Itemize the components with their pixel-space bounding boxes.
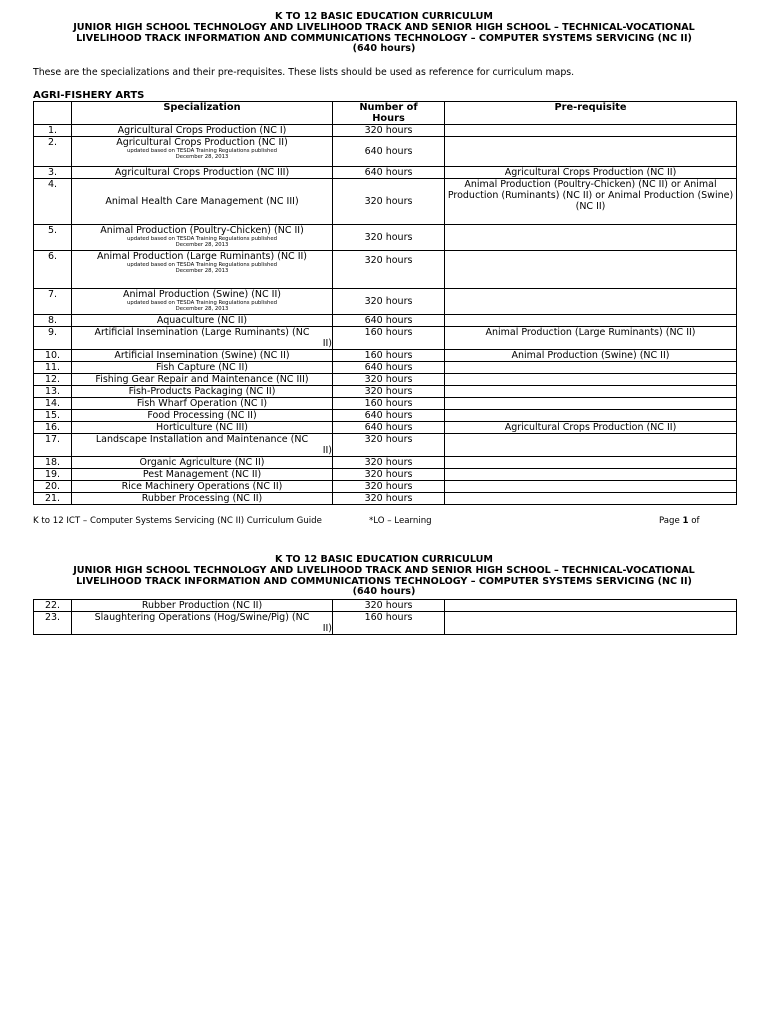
header-line-2: JUNIOR HIGH SCHOOL TECHNOLOGY AND LIVELIHOOD TRACK AND SENIOR HIGH SCHOOL – TECHNICAL-VOCATIONAL (73, 21, 695, 33)
row-number: 1. (34, 125, 72, 137)
table-row (34, 350, 737, 362)
row-prerequisite (445, 434, 737, 457)
table-row (34, 434, 737, 457)
row-hours: 320 hours (333, 289, 445, 315)
row-number: 12. (34, 374, 72, 386)
row-specialization: Animal Health Care Management (NC III) (72, 179, 333, 225)
row-number: 2. (34, 137, 72, 167)
table-row (34, 469, 737, 481)
row-prerequisite (445, 386, 737, 398)
row-specialization (72, 327, 333, 350)
row-prerequisite (445, 125, 737, 137)
column-prerequisite: Pre-requisite (445, 102, 737, 125)
table-row (34, 315, 737, 327)
row-prerequisite (445, 137, 737, 167)
row-number: 19. (34, 469, 72, 481)
footer-page-of: of (691, 516, 700, 526)
row-hours: 320 hours (333, 469, 445, 481)
specialization-table (33, 101, 737, 505)
table-row (34, 386, 737, 398)
row-prerequisite: Animal Production (Poultry-Chicken) (NC II) or Animal Production (Ruminants) (NC II) or Animal Production (Swine) (NC II) (445, 179, 737, 225)
row-specialization: Artificial Insemination (Swine) (NC II) (72, 350, 333, 362)
row-number: 3. (34, 167, 72, 179)
row-hours: 160 hours (333, 327, 445, 350)
section-title: AGRI-FISHERY ARTS (33, 90, 145, 101)
row-hours: 160 hours (333, 398, 445, 410)
row-number: 15. (34, 410, 72, 422)
row-hours: 320 hours (333, 481, 445, 493)
table-row (34, 289, 737, 315)
row-number: 5. (34, 225, 72, 251)
row-number: 23. (34, 612, 72, 635)
row-specialization-text: Animal Production (Poultry-Chicken) (NC II) (100, 225, 304, 236)
header-line-3: LIVELIHOOD TRACK INFORMATION AND COMMUNICATIONS TECHNOLOGY – COMPUTER SYSTEMS SERVICING (NC II) (76, 32, 692, 44)
table-row (34, 327, 737, 350)
row-specialization: Fish Capture (NC II) (72, 362, 333, 374)
row-hours: 320 hours (333, 600, 445, 612)
table-row (34, 398, 737, 410)
row-hours: 640 hours (333, 315, 445, 327)
row-hours: 320 hours (333, 251, 445, 289)
table-row (34, 179, 737, 225)
footer-page-number: 1 (682, 516, 689, 526)
row-hours: 640 hours (333, 422, 445, 434)
row-specialization (72, 137, 333, 167)
row-number: 4. (34, 179, 72, 225)
header-line-2: JUNIOR HIGH SCHOOL TECHNOLOGY AND LIVELIHOOD TRACK AND SENIOR HIGH SCHOOL – TECHNICAL-VOCATIONAL (73, 564, 695, 576)
row-number: 7. (34, 289, 72, 315)
row-prerequisite (445, 410, 737, 422)
table-row (34, 600, 737, 612)
row-number: 20. (34, 481, 72, 493)
row-specialization: Fish-Products Packaging (NC II) (72, 386, 333, 398)
row-specialization: Rubber Processing (NC II) (72, 493, 333, 505)
row-number: 21. (34, 493, 72, 505)
page-header (0, 12, 768, 55)
row-specialization (72, 289, 333, 315)
row-specialization: Agricultural Crops Production (NC III) (72, 167, 333, 179)
row-number: 6. (34, 251, 72, 289)
row-hours: 320 hours (333, 386, 445, 398)
table-row (34, 457, 737, 469)
row-prerequisite: Animal Production (Swine) (NC II) (445, 350, 737, 362)
row-specialization (72, 612, 333, 635)
row-hours: 640 hours (333, 167, 445, 179)
row-specialization: Horticulture (NC III) (72, 422, 333, 434)
row-hours: 320 hours (333, 374, 445, 386)
row-specialization: Pest Management (NC II) (72, 469, 333, 481)
row-specialization-text: Agricultural Crops Production (NC II) (116, 137, 288, 148)
table-row (34, 225, 737, 251)
row-specialization: Aquaculture (NC II) (72, 315, 333, 327)
table-row (34, 410, 737, 422)
row-hours: 320 hours (333, 434, 445, 457)
table-row (34, 481, 737, 493)
row-hours: 640 hours (333, 137, 445, 167)
row-prerequisite: Agricultural Crops Production (NC II) (445, 167, 737, 179)
row-prerequisite: Animal Production (Large Ruminants) (NC II) (445, 327, 737, 350)
row-hours: 320 hours (333, 493, 445, 505)
specialization-table-continued (33, 599, 737, 635)
header-line-1: K TO 12 BASIC EDUCATION CURRICULUM (275, 11, 493, 22)
row-prerequisite (445, 362, 737, 374)
row-prerequisite (445, 481, 737, 493)
footer-page (659, 516, 700, 526)
tesda-note-line-2: December 28, 2013 (175, 154, 229, 161)
table-row (34, 125, 737, 137)
row-number: 8. (34, 315, 72, 327)
tesda-note-line-2: December 28, 2013 (175, 242, 229, 249)
column-hours-line-2: Hours (372, 113, 405, 124)
tesda-note-line-1: updated based on TESDA Training Regulations published (127, 300, 277, 306)
row-prerequisite (445, 251, 737, 289)
row-prerequisite: Agricultural Crops Production (NC II) (445, 422, 737, 434)
row-number: 11. (34, 362, 72, 374)
row-prerequisite (445, 398, 737, 410)
row-specialization-wrap: II) (322, 445, 332, 456)
row-number: 17. (34, 434, 72, 457)
tesda-note-line-1: updated based on TESDA Training Regulations published (127, 262, 277, 268)
row-specialization-wrap: II) (322, 623, 332, 634)
header-line-4: (640 hours) (352, 43, 416, 55)
row-prerequisite (445, 600, 737, 612)
table-row (34, 167, 737, 179)
row-hours: 640 hours (333, 362, 445, 374)
row-specialization: Organic Agriculture (NC II) (72, 457, 333, 469)
table-row (34, 374, 737, 386)
row-specialization: Agricultural Crops Production (NC I) (72, 125, 333, 137)
table-row (34, 493, 737, 505)
row-specialization (72, 251, 333, 289)
tesda-note-line-2: December 28, 2013 (175, 306, 229, 313)
row-hours: 640 hours (333, 410, 445, 422)
row-number: 10. (34, 350, 72, 362)
column-hours (333, 102, 445, 125)
table-row (34, 422, 737, 434)
table-row (34, 612, 737, 635)
row-specialization-text: Slaughtering Operations (Hog/Swine/Pig) (NC (94, 612, 310, 623)
tesda-note-line-1: updated based on TESDA Training Regulations published (127, 236, 277, 242)
page-header-continued (0, 555, 768, 598)
row-hours: 320 hours (333, 125, 445, 137)
column-specialization: Specialization (72, 102, 333, 125)
row-specialization-text: Artificial Insemination (Large Ruminants) (NC (94, 327, 310, 338)
tesda-note-line-2: December 28, 2013 (175, 268, 229, 275)
tesda-note-line-1: updated based on TESDA Training Regulations published (127, 148, 277, 154)
column-hours-line-1: Number of (359, 102, 418, 113)
row-specialization: Rubber Production (NC II) (72, 600, 333, 612)
footer-left: K to 12 ICT – Computer Systems Servicing (NC II) Curriculum Guide (33, 516, 322, 526)
row-specialization: Fish Wharf Operation (NC I) (72, 398, 333, 410)
row-specialization-text: Landscape Installation and Maintenance (NC (95, 434, 309, 445)
row-prerequisite (445, 289, 737, 315)
row-specialization-text: Animal Production (Large Ruminants) (NC II) (96, 251, 308, 262)
table-row (34, 362, 737, 374)
row-number: 22. (34, 600, 72, 612)
row-prerequisite (445, 469, 737, 481)
row-hours: 160 hours (333, 612, 445, 635)
row-hours: 320 hours (333, 179, 445, 225)
row-number: 13. (34, 386, 72, 398)
header-line-3: LIVELIHOOD TRACK INFORMATION AND COMMUNICATIONS TECHNOLOGY – COMPUTER SYSTEMS SERVICING (NC II) (76, 575, 692, 587)
row-hours: 320 hours (333, 225, 445, 251)
intro-text: These are the specializations and their pre-requisites. These lists should be used as reference for curriculum maps. (33, 67, 575, 78)
row-prerequisite (445, 374, 737, 386)
row-prerequisite (445, 225, 737, 251)
row-hours: 160 hours (333, 350, 445, 362)
header-line-1: K TO 12 BASIC EDUCATION CURRICULUM (275, 554, 493, 565)
row-prerequisite (445, 493, 737, 505)
table-row (34, 251, 737, 289)
row-specialization-wrap: II) (322, 338, 332, 349)
header-line-4: (640 hours) (352, 586, 416, 598)
table-row (34, 137, 737, 167)
row-number: 16. (34, 422, 72, 434)
row-number: 18. (34, 457, 72, 469)
row-hours: 320 hours (333, 457, 445, 469)
row-specialization: Fishing Gear Repair and Maintenance (NC III) (72, 374, 333, 386)
footer-center: *LO – Learning (369, 516, 432, 526)
row-specialization (72, 434, 333, 457)
column-number (34, 102, 72, 125)
row-number: 9. (34, 327, 72, 350)
row-specialization: Rice Machinery Operations (NC II) (72, 481, 333, 493)
row-specialization-text: Animal Production (Swine) (NC II) (123, 289, 281, 300)
row-number: 14. (34, 398, 72, 410)
row-specialization (72, 225, 333, 251)
row-specialization: Food Processing (NC II) (72, 410, 333, 422)
footer-page-label: Page (659, 516, 680, 526)
table-header-row (34, 102, 737, 125)
row-prerequisite (445, 315, 737, 327)
row-prerequisite (445, 612, 737, 635)
row-prerequisite (445, 457, 737, 469)
